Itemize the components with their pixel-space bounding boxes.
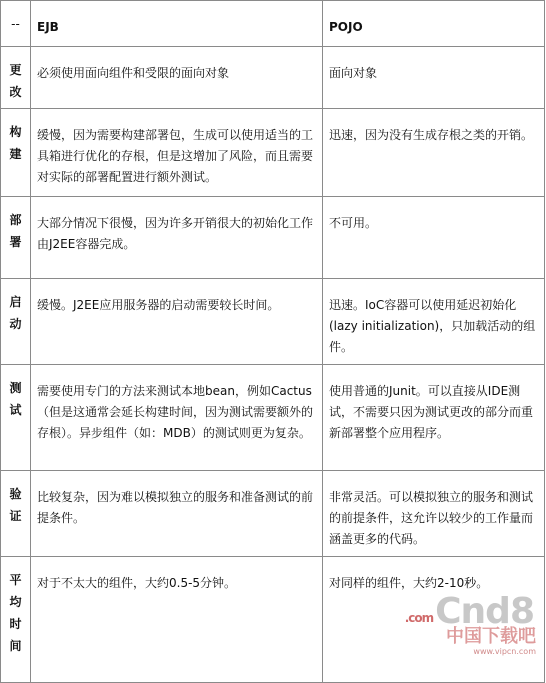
ejb-cell: 大部分情况下很慢，因为许多开销很大的初始化工作由J2EE容器完成。 [31,197,323,279]
table-row [1,365,545,471]
table-row [1,47,545,109]
pojo-cell: 对同样的组件，大约2-10秒。 [323,557,545,683]
row-label: 启动 [1,279,31,365]
header-pojo: POJO [323,1,545,47]
header-corner-cell: -- [1,1,31,47]
row-label: 平均时间 [1,557,31,683]
ejb-cell: 缓慢，因为需要构建部署包，生成可以使用适当的工具箱进行优化的存根，但是这增加了风险，而且需要对实际的部署配置进行额外测试。 [31,109,323,197]
ejb-cell: 必须使用面向组件和受限的面向对象 [31,47,323,109]
pojo-cell: 非常灵活。可以模拟独立的服务和测试的前提条件，这允许以较少的工作量而涵盖更多的代码。 [323,471,545,557]
row-label: 更改 [1,47,31,109]
ejb-cell: 比较复杂，因为难以模拟独立的服务和准备测试的前提条件。 [31,471,323,557]
watermark-logo: $^{.com}$Cnd8 [404,591,534,632]
row-label: 测试 [1,365,31,471]
table-header-row [1,1,545,47]
row-label: 验证 [1,471,31,557]
table-row [1,197,545,279]
ejb-cell: 需要使用专门的方法来测试本地bean，例如Cactus（但是这通常会延长构建时间，因为测试需要额外的存根）。异步组件（如：MDB）的测试则更为复杂。 [31,365,323,471]
header-ejb: EJB [31,1,323,47]
table-row [1,557,545,683]
pojo-cell: 迅速。IoC容器可以使用延迟初始化(lazy initialization)，只加载活动的组件。 [323,279,545,365]
ejb-cell: 缓慢。J2EE应用服务器的启动需要较长时间。 [31,279,323,365]
ejb-cell: 对于不太大的组件，大约0.5-5分钟。 [31,557,323,683]
watermark-cn-text: 中国下载吧 [446,626,536,647]
row-label: 部署 [1,197,31,279]
pojo-cell: 不可用。 [323,197,545,279]
table-row [1,471,545,557]
table-row [1,109,545,197]
pojo-cell: 面向对象 [323,47,545,109]
pojo-cell: 使用普通的Junit。可以直接从IDE测试，不需要只因为测试更改的部分而重新部署整个应用程序。 [323,365,545,471]
pojo-cell: 迅速，因为没有生成存根之类的开销。 [323,109,545,197]
row-label: 构建 [1,109,31,197]
watermark-url: www.vipcn.com [473,647,536,656]
table-row [1,279,545,365]
